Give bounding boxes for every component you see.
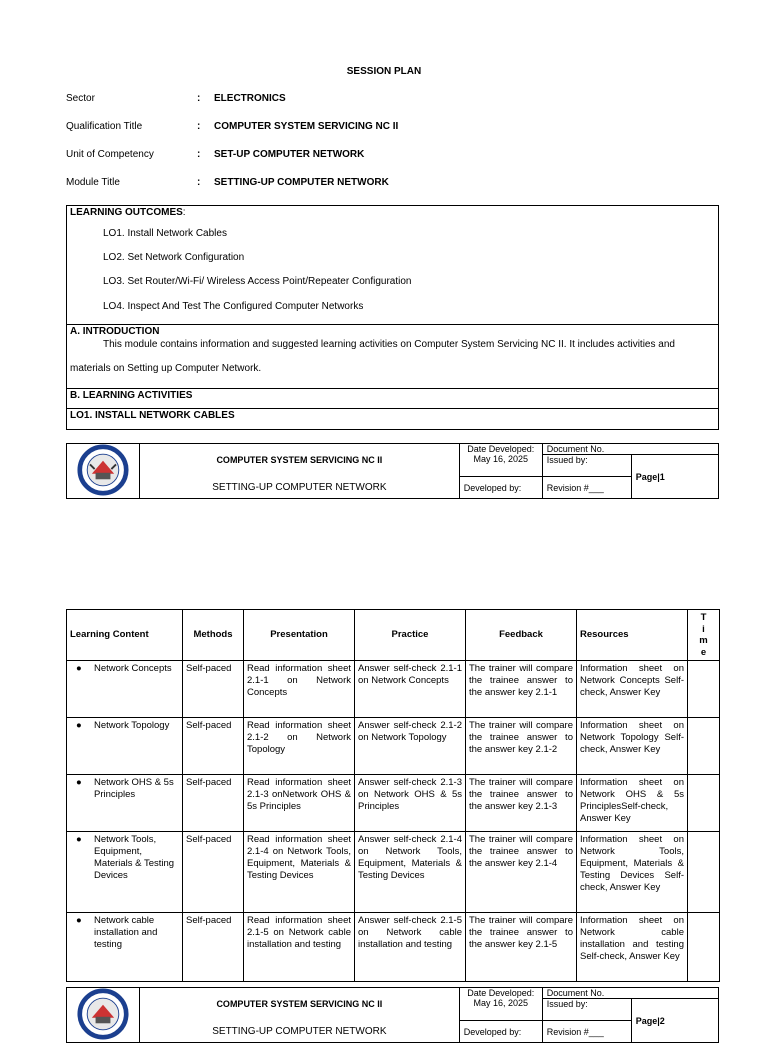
table-row (67, 913, 720, 982)
page-title: SESSION PLAN (346, 66, 422, 77)
info-value: COMPUTER SYSTEM SERVICING NC II (214, 121, 399, 132)
footer-qualification: COMPUTER SYSTEM SERVICING NC II (140, 988, 460, 1021)
institute-logo-icon (67, 988, 139, 1040)
footer-date: May 16, 2025 (473, 454, 529, 464)
footer-document-no: Document No. (542, 988, 718, 999)
bullet-icon: ● (76, 915, 82, 926)
column-header: Presentation (244, 610, 355, 661)
time-cell (688, 775, 720, 832)
activities-box (66, 388, 719, 409)
learning-content-cell (67, 832, 183, 913)
footer-module: SETTING-UP COMPUTER NETWORK (140, 1021, 460, 1043)
resources-cell: Information sheet on Network OHS & 5s PrinciplesSelf-check, Answer Key (577, 775, 688, 832)
footer-developed-by: Developed by: (459, 477, 542, 499)
learning-content-cell (67, 913, 183, 982)
bullet-icon: ● (76, 720, 82, 731)
column-header: Feedback (466, 610, 577, 661)
presentation-cell: Read information sheet 2.1-4 on Network Tools, Equipment, Materials & Testing Devices (244, 832, 355, 913)
column-header: Learning Content (67, 610, 183, 661)
table-row (67, 832, 720, 913)
introduction-box (66, 324, 719, 389)
learning-content: Network Concepts (94, 663, 172, 674)
resources-cell: Information sheet on Network cable installation and testing Self-check, Answer Key (577, 913, 688, 982)
learning-content: Network Tools, Equipment, Materials & Testing Devices (94, 834, 175, 881)
introduction-text-line1: This module contains information and suggested learning activities on Computer System Servicing NC II. It includes activities and (103, 339, 675, 350)
column-header: Methods (183, 610, 244, 661)
footer-revision: Revision #___ (542, 477, 631, 499)
learning-content-cell (67, 661, 183, 718)
time-cell (688, 718, 720, 775)
page-footer-2 (66, 987, 719, 1043)
info-colon: : (197, 121, 201, 132)
presentation-cell: Read information sheet 2.1-1 on Network Concepts (244, 661, 355, 718)
feedback-cell: The trainer will compare the trainee answer to the answer key 2.1-2 (466, 718, 577, 775)
feedback-cell: The trainer will compare the trainee answer to the answer key 2.1-4 (466, 832, 577, 913)
footer-date-cell (459, 988, 542, 1021)
method-cell: Self-paced (183, 718, 244, 775)
table-row (67, 661, 720, 718)
column-header-time: T i m e (688, 610, 720, 661)
info-colon: : (197, 149, 201, 160)
learning-outcome-item: LO3. Set Router/Wi-Fi/ Wireless Access Point/Repeater Configuration (103, 276, 412, 287)
footer-issued-by: Issued by: (542, 999, 631, 1021)
learning-content: Network cable installation and testing (94, 915, 158, 950)
info-module (66, 177, 706, 191)
column-header: Resources (577, 610, 688, 661)
footer-page-number: Page|1 (631, 455, 718, 499)
feedback-cell: The trainer will compare the trainee answer to the answer key 2.1-3 (466, 775, 577, 832)
info-label: Sector (66, 93, 95, 104)
info-value: SETTING-UP COMPUTER NETWORK (214, 177, 389, 188)
activities-table (66, 609, 720, 982)
info-qualification (66, 121, 706, 135)
learning-outcome-item: LO1. Install Network Cables (103, 228, 227, 239)
presentation-cell: Read information sheet 2.1-5 on Network cable installation and testing (244, 913, 355, 982)
info-label: Unit of Competency (66, 149, 154, 160)
introduction-heading: A. INTRODUCTION (70, 326, 160, 337)
logo-cell (67, 988, 140, 1043)
learning-outcomes-heading: LEARNING OUTCOMES (70, 207, 183, 218)
institute-logo-icon (67, 444, 139, 496)
presentation-cell: Read information sheet 2.1-3 onNetwork OHS & 5s Principles (244, 775, 355, 832)
presentation-cell: Read information sheet 2.1-2 on Network Topology (244, 718, 355, 775)
bullet-icon: ● (76, 777, 82, 788)
practice-cell: Answer self-check 2.1-3 on Network OHS & 5s Principles (355, 775, 466, 832)
learning-content: Network Topology (94, 720, 170, 731)
introduction-text-line2: materials on Setting up Computer Network. (70, 363, 262, 374)
info-unit (66, 149, 706, 163)
footer-page-number: Page|2 (631, 999, 718, 1043)
column-header: Practice (355, 610, 466, 661)
info-colon: : (197, 177, 201, 188)
info-value: ELECTRONICS (214, 93, 286, 104)
logo-cell (67, 444, 140, 499)
practice-cell: Answer self-check 2.1-4 on Network Tools, Equipment, Materials & Testing Devices (355, 832, 466, 913)
footer-date: May 16, 2025 (473, 998, 529, 1008)
method-cell: Self-paced (183, 832, 244, 913)
learning-content-cell (67, 718, 183, 775)
feedback-cell: The trainer will compare the trainee answer to the answer key 2.1-1 (466, 661, 577, 718)
info-colon: : (197, 93, 201, 104)
learning-content-cell (67, 775, 183, 832)
footer-revision: Revision #___ (542, 1021, 631, 1043)
time-cell (688, 661, 720, 718)
time-cell (688, 832, 720, 913)
method-cell: Self-paced (183, 661, 244, 718)
bullet-icon: ● (76, 663, 82, 674)
info-label: Qualification Title (66, 121, 143, 132)
table-row (67, 718, 720, 775)
feedback-cell: The trainer will compare the trainee answer to the answer key 2.1-5 (466, 913, 577, 982)
footer-date-label: Date Developed: (467, 988, 535, 998)
resources-cell: Information sheet on Network Concepts Self-check, Answer Key (577, 661, 688, 718)
footer-date-cell (459, 444, 542, 477)
bullet-icon: ● (76, 834, 82, 845)
footer-qualification: COMPUTER SYSTEM SERVICING NC II (140, 444, 460, 477)
practice-cell: Answer self-check 2.1-5 on Network cable installation and testing (355, 913, 466, 982)
method-cell: Self-paced (183, 775, 244, 832)
table-row (67, 775, 720, 832)
learning-content: Network OHS & 5s Principles (94, 777, 174, 800)
lo1-heading: LO1. INSTALL NETWORK CABLES (70, 410, 235, 421)
footer-developed-by: Developed by: (459, 1021, 542, 1043)
time-cell (688, 913, 720, 982)
footer-document-no: Document No. (542, 444, 718, 455)
page-footer-1 (66, 443, 719, 499)
practice-cell: Answer self-check 2.1-2 on Network Topology (355, 718, 466, 775)
lo1-box (66, 408, 719, 430)
footer-issued-by: Issued by: (542, 455, 631, 477)
footer-module: SETTING-UP COMPUTER NETWORK (140, 477, 460, 499)
info-label: Module Title (66, 177, 120, 188)
info-sector (66, 93, 706, 107)
footer-date-label: Date Developed: (467, 444, 535, 454)
practice-cell: Answer self-check 2.1-1 on Network Concepts (355, 661, 466, 718)
info-value: SET-UP COMPUTER NETWORK (214, 149, 365, 160)
learning-outcome-item: LO2. Set Network Configuration (103, 252, 245, 263)
learning-outcome-item: LO4. Inspect And Test The Configured Computer Networks (103, 301, 364, 312)
resources-cell: Information sheet on Network Topology Self-check, Answer Key (577, 718, 688, 775)
resources-cell: Information sheet on Network Tools, Equipment, Materials & Testing Devices Self-check, Answer Key (577, 832, 688, 913)
learning-activities-heading: B. LEARNING ACTIVITIES (70, 390, 193, 401)
learning-outcomes-box: LEARNING OUTCOMES: LO1. Install Network Cables LO2. Set Network Configuration LO3. Set Router/Wi-Fi/ Wireless Access Point/Repeater Configuration LO4. Inspect And Test The Configured Computer Networks (66, 205, 719, 325)
method-cell: Self-paced (183, 913, 244, 982)
